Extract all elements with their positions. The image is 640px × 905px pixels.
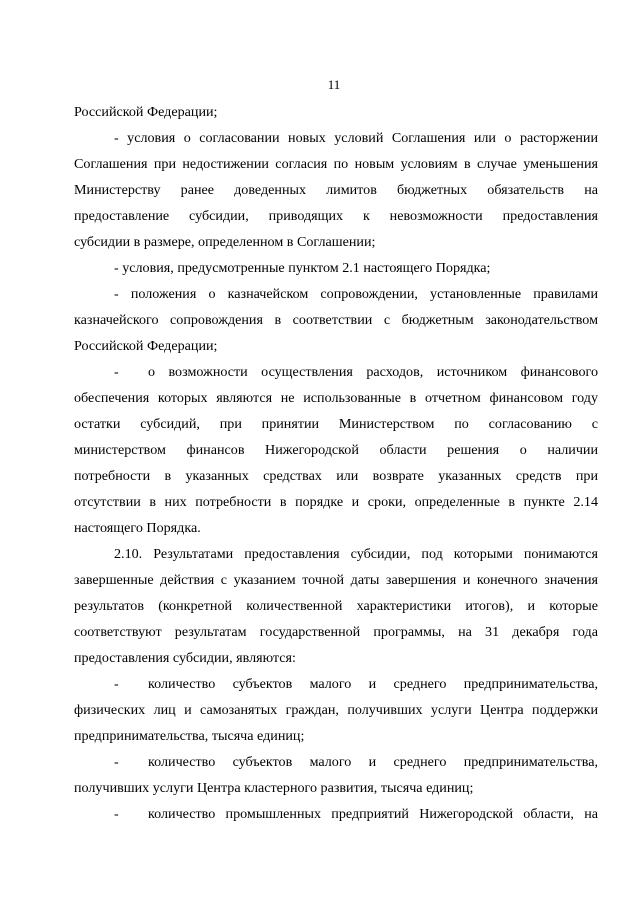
paragraph-line: предоставление субсидии, приводящих к невозможности предоставления (74, 208, 598, 224)
paragraph-line: физических лиц и самозанятых граждан, получивших услуги Центра поддержки (74, 702, 598, 718)
paragraph-line: остатки субсидий, при принятии Министерством по согласованию с (74, 416, 598, 432)
paragraph-line: Министерству ранее доведенных лимитов бюджетных обязательств на (74, 182, 598, 198)
paragraph-conditions-clause: - условия, предусмотренные пунктом 2.1 настоящего Порядка; (114, 260, 491, 276)
paragraph-line: завершенные действия с указанием точной даты завершения и конечного значения (74, 572, 598, 588)
paragraph-line: казначейского сопровождения в соответствии с бюджетным законодательством (74, 312, 598, 328)
list-dash: - (114, 806, 119, 822)
list-dash: - (114, 754, 119, 770)
paragraph-line: обеспечения которых являются не использованные в отчетном финансовом году (74, 390, 598, 406)
paragraph-line: 2.10. Результатами предоставления субсидии, под которыми понимаются (114, 546, 598, 562)
list-item-industrial-enterprises (74, 801, 598, 827)
paragraph-continuation: Российской Федерации; (74, 104, 218, 120)
list-item-cluster-development (74, 749, 598, 801)
list-dash: - (114, 676, 119, 692)
paragraph-subsidy-results (74, 541, 598, 671)
paragraph-expenditure-possibility (74, 359, 598, 541)
list-item-text: количество субъектов малого и среднего предпринимательства, (148, 754, 598, 770)
paragraph-line: соответствуют результатам государственной программы, на 31 декабря года (74, 624, 598, 640)
list-item-text: количество промышленных предприятий Нижегородской области, на (148, 806, 598, 822)
paragraph-line: субсидии в размере, определенном в Соглашении; (74, 234, 376, 250)
list-dash: - (114, 364, 119, 380)
page-number: 11 (327, 77, 341, 92)
list-item-text: количество субъектов малого и среднего предпринимательства, (148, 676, 598, 692)
paragraph-line: предпринимательства, тысяча единиц; (74, 728, 305, 744)
paragraph-line (74, 359, 598, 385)
paragraph-line: потребности в указанных средствах или возврате указанных средств при (74, 468, 598, 484)
paragraph-agreement-conditions (74, 125, 598, 255)
paragraph-line: Соглашения при недостижении согласия по новым условиям в случае уменьшения (74, 156, 598, 172)
paragraph-line: настоящего Порядка. (74, 520, 201, 536)
paragraph-line: - условия о согласовании новых условий Соглашения или о расторжении (114, 130, 598, 146)
list-item-business-support (74, 671, 598, 749)
paragraph-line: предоставления субсидии, являются: (74, 650, 296, 666)
paragraph-line (74, 671, 598, 697)
paragraph-line (74, 749, 598, 775)
paragraph-line: отсутствии в них потребности в порядке и сроки, определенные в пункте 2.14 (74, 494, 598, 510)
paragraph-line: получивших услуги Центра кластерного развития, тысяча единиц; (74, 780, 474, 796)
paragraph-line: министерством финансов Нижегородской области решения о наличии (74, 442, 598, 458)
paragraph-line: результатов (конкретной количественной характеристики итогов), и которые (74, 598, 598, 614)
paragraph-line (74, 801, 598, 827)
document-body (74, 99, 598, 827)
list-item-text: о возможности осуществления расходов, источником финансового (148, 364, 598, 380)
paragraph-treasury-support (74, 281, 598, 359)
paragraph-line: - положения о казначейском сопровождении, установленные правилами (114, 286, 598, 302)
paragraph-line: Российской Федерации; (74, 338, 218, 354)
